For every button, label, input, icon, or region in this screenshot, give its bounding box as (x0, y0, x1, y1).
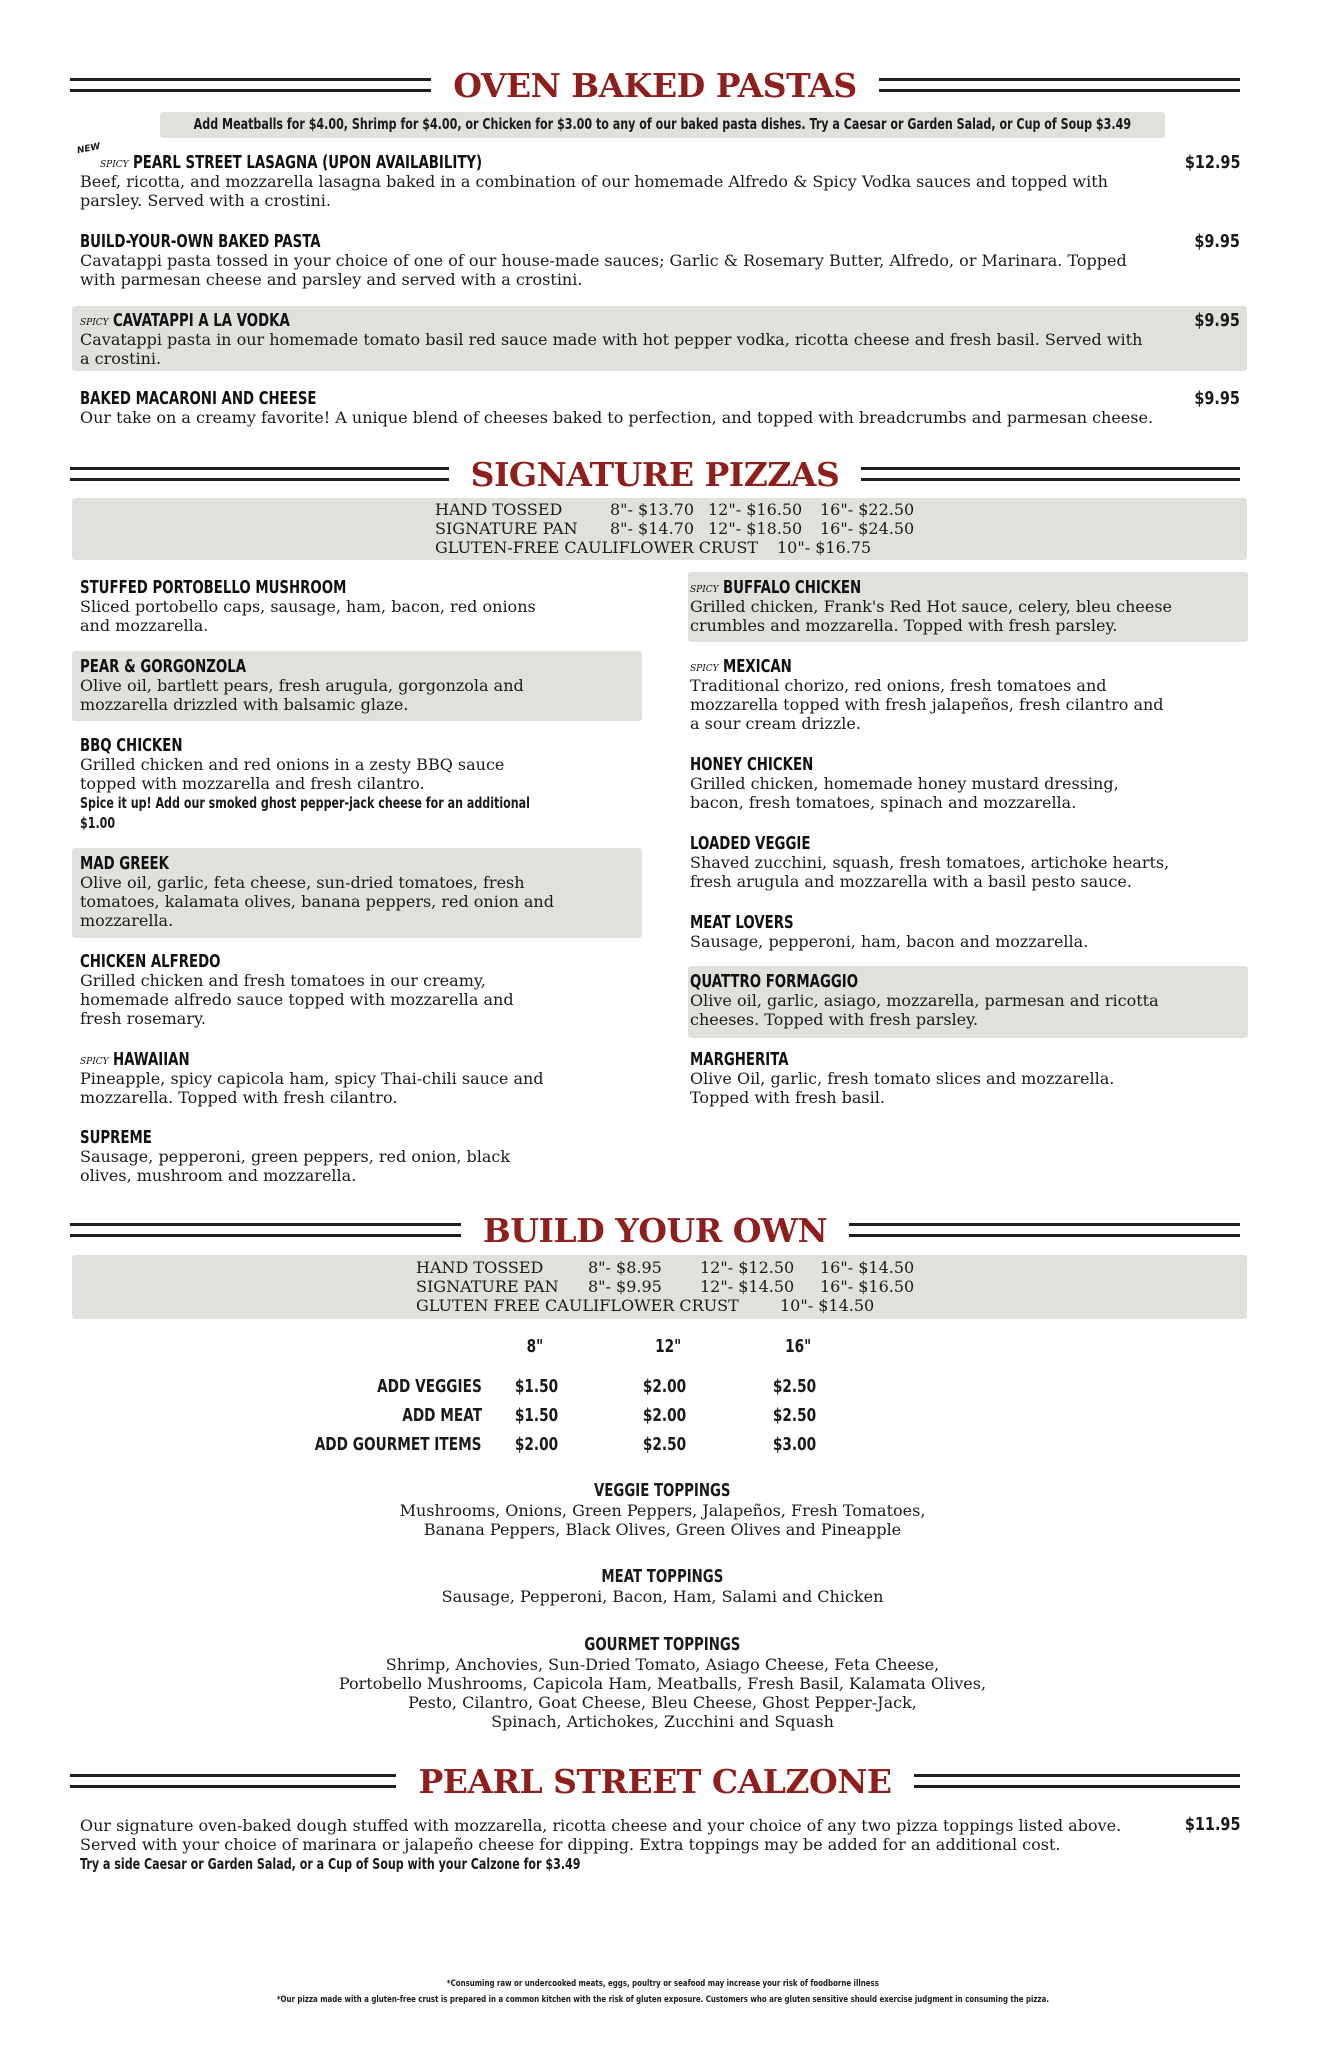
calzone-note: Try a side Caesar or Garden Salad, or a Cup of Soup with your Calzone for $3.49 (80, 1855, 581, 1873)
pasta-item-mac-cheese (80, 388, 1240, 427)
pizza-item-mad-greek: MAD GREEK Olive oil, garlic, feta cheese, sun-dried tomatoes, fresh tomatoes, kalamata olives, banana peppers, red onion and mozzarella. (80, 853, 554, 930)
item-price: $9.95 (1194, 231, 1240, 252)
pizza-item-margherita: MARGHERITA Olive Oil, garlic, fresh tomato slices and mozzarella. Topped with fresh basil. (690, 1049, 1115, 1107)
pizza-item-chicken-alfredo: CHICKEN ALFREDO Grilled chicken and fresh tomatoes in our creamy, homemade alfredo sauce topped with mozzarella and fresh rosemary. (80, 951, 514, 1028)
pastas-title: OVEN BAKED PASTAS (453, 65, 857, 105)
item-price: $9.95 (1194, 310, 1240, 331)
spicy-tag: SPICY (100, 160, 129, 170)
size-row: SIGNATURE PAN 8"- $14.70 12"- $18.50 16"- $24.50 (435, 519, 915, 538)
grid-header-12: 12" (655, 1336, 682, 1357)
pizza-item-stuffed-portobello: STUFFED PORTOBELLO MUSHROOM Sliced portobello caps, sausage, ham, bacon, red onions and mozzarella. (80, 577, 536, 635)
gourmet-toppings: GOURMET TOPPINGS Shrimp, Anchovies, Sun-Dried Tomato, Asiago Cheese, Feta Cheese, Portobello Mushrooms, Capicola Ham, Meatballs, Fresh Basil, Kalamata Olives, Pesto, Cilantro, Goat Cheese, Bleu Cheese, Ghost Pepper-Jack, Spinach, Artichokes, Zucchini and Squash (338, 1634, 987, 1731)
pizza-size-table (435, 500, 914, 557)
byo-title: BUILD YOUR OWN (482, 1210, 828, 1250)
pizza-item-loaded-veggie: LOADED VEGGIE Shaved zucchini, squash, fresh tomatoes, artichoke hearts, fresh arugula and mozzarella with a basil pesto sauce. (690, 833, 1170, 891)
item-desc: Our take on a creamy favorite! A unique blend of cheeses baked to perfection, and topped with breadcrumbs and parmesan cheese. (80, 408, 1154, 427)
grid-label-veggies: ADD VEGGIES (377, 1376, 482, 1397)
item-name: PEARL STREET LASAGNA (UPON AVAILABILITY) (132, 152, 482, 173)
item-price: $12.95 (1184, 152, 1240, 173)
pizza-item-buffalo-chicken: SPICY BUFFALO CHICKEN Grilled chicken, Frank's Red Hot sauce, celery, bleu cheese crumbles and mozzarella. Topped with fresh parsley. (690, 577, 1172, 635)
spicy-tag: SPICY (690, 585, 719, 595)
footer-disclaimer-2: *Our pizza made with a gluten-free crust is prepared in a common kitchen with the risk of gluten exposure. Customers who are gluten sensitive should exercise judgment in consuming the pizza. (276, 1995, 1049, 2005)
pizza-item-hawaiian: SPICY HAWAIIAN Pineapple, spicy capicola ham, spicy Thai-chili sauce and mozzarella. Topped with fresh cilantro. (80, 1049, 544, 1107)
pasta-item-build-your-own (80, 231, 1240, 289)
pizza-item-bbq-chicken: BBQ CHICKEN Grilled chicken and red onions in a zesty BBQ sauce topped with mozzarella and fresh cilantro. Spice it up! Add our smoked ghost pepper-jack cheese for an additional $1.00 (80, 735, 530, 832)
grid-label-gourmet: ADD GOURMET ITEMS (315, 1434, 482, 1455)
pizza-item-supreme: SUPREME Sausage, pepperoni, green peppers, red onion, black olives, mushroom and mozzarella. (80, 1127, 511, 1185)
size-row: HAND TOSSED 8"- $13.70 12"- $16.50 16"- $22.50 (435, 500, 915, 519)
pizza-item-honey-chicken: HONEY CHICKEN Grilled chicken, homemade honey mustard dressing, bacon, fresh tomatoes, spinach and mozzarella. (690, 754, 1119, 812)
pizzas-title: SIGNATURE PIZZAS (470, 454, 840, 494)
footer-disclaimer-1: *Consuming raw or undercooked meats, eggs, poultry or seafood may increase your risk of foodborne illness (446, 1979, 879, 1989)
pastas-addons-note: Add Meatballs for $4.00, Shrimp for $4.00, or Chicken for $3.00 to any of our baked pasta dishes. Try a Caesar or Garden Salad, or Cup of Soup $3.49 (193, 115, 1132, 133)
spicy-tag: SPICY (690, 664, 719, 674)
spicy-tag: SPICY (80, 318, 109, 328)
grid-label-meat: ADD MEAT (402, 1405, 482, 1426)
calzone-price: $11.95 (1184, 1814, 1240, 1835)
pizza-item-mexican: SPICY MEXICAN Traditional chorizo, red onions, fresh tomatoes and mozzarella topped with fresh jalapeños, fresh cilantro and a sour cream drizzle. (690, 656, 1164, 733)
item-price: $9.95 (1194, 388, 1240, 409)
grid-header-8: 8" (526, 1336, 544, 1357)
spicy-tag: SPICY (80, 1057, 109, 1067)
item-desc: parsley. Served with a crostini. (80, 191, 331, 210)
pizzas-header (70, 456, 1240, 492)
item-desc: Cavatappi pasta in our homemade tomato basil red sauce made with hot pepper vodka, ricotta cheese and fresh basil. Served with (80, 330, 1143, 349)
size-row: HAND TOSSED 8"- $8.95 12"- $12.50 16"- $14.50 (416, 1258, 915, 1277)
pastas-header (70, 67, 1240, 103)
pizza-item-pear-gorgonzola: PEAR & GORGONZOLA Olive oil, bartlett pears, fresh arugula, gorgonzola and mozzarella drizzled with balsamic glaze. (80, 656, 524, 714)
meat-toppings: MEAT TOPPINGS Sausage, Pepperoni, Bacon, Ham, Salami and Chicken (441, 1566, 884, 1606)
pasta-item-vodka (80, 310, 1240, 368)
calzone-header (70, 1763, 1240, 1799)
new-tag: NEW (76, 141, 102, 157)
grid-header-16: 16" (785, 1336, 812, 1357)
item-name: BUILD-YOUR-OWN BAKED PASTA (80, 231, 321, 252)
item-desc: Beef, ricotta, and mozzarella lasagna baked in a combination of our homemade Alfredo & Spicy Vodka sauces and topped with (80, 172, 1108, 191)
item-desc: a crostini. (80, 349, 162, 368)
item-name: BAKED MACARONI AND CHEESE (80, 388, 317, 409)
size-row: SIGNATURE PAN 8"- $9.95 12"- $14.50 16"- $16.50 (416, 1277, 915, 1296)
veggie-toppings: VEGGIE TOPPINGS Mushrooms, Onions, Green Peppers, Jalapeños, Fresh Tomatoes, Banana Peppers, Black Olives, Green Olives and Pineapple (399, 1480, 926, 1539)
calzone-title: PEARL STREET CALZONE (418, 1761, 892, 1801)
byo-size-table (416, 1258, 914, 1315)
pizza-item-meat-lovers: MEAT LOVERS Sausage, pepperoni, ham, bacon and mozzarella. (690, 912, 1089, 951)
bbq-spice-note: Spice it up! Add our smoked ghost pepper-jack cheese for an additional (80, 794, 530, 812)
size-row: GLUTEN-FREE CAULIFLOWER CRUST 10"- $16.75 (435, 538, 872, 557)
calzone-item: Our signature oven-baked dough stuffed with mozzarella, ricotta cheese and your choice of any two pizza toppings listed above. Served with your choice of marinara or jalapeño cheese for dipping. Extra toppings may be added for an additional cost. Try a side Caesar or Garden Salad, or a Cup of Soup with your Calzone for $3.49 (80, 1816, 1122, 1873)
item-name: CAVATAPPI A LA VODKA (112, 310, 290, 331)
byo-header (70, 1212, 1240, 1248)
item-desc: with parmesan cheese and parsley and served with a crostini. (80, 270, 583, 289)
item-desc: Cavatappi pasta tossed in your choice of one of our house-made sauces; Garlic & Rosemary Butter, Alfredo, or Marinara. Topped (80, 251, 1127, 270)
pasta-item-lasagna (76, 141, 1240, 210)
size-row: GLUTEN FREE CAULIFLOWER CRUST 10"- $14.50 (416, 1296, 875, 1315)
pizza-item-quattro-formaggio: QUATTRO FORMAGGIO Olive oil, garlic, asiago, mozzarella, parmesan and ricotta cheeses. Topped with fresh parsley. (690, 971, 1159, 1029)
